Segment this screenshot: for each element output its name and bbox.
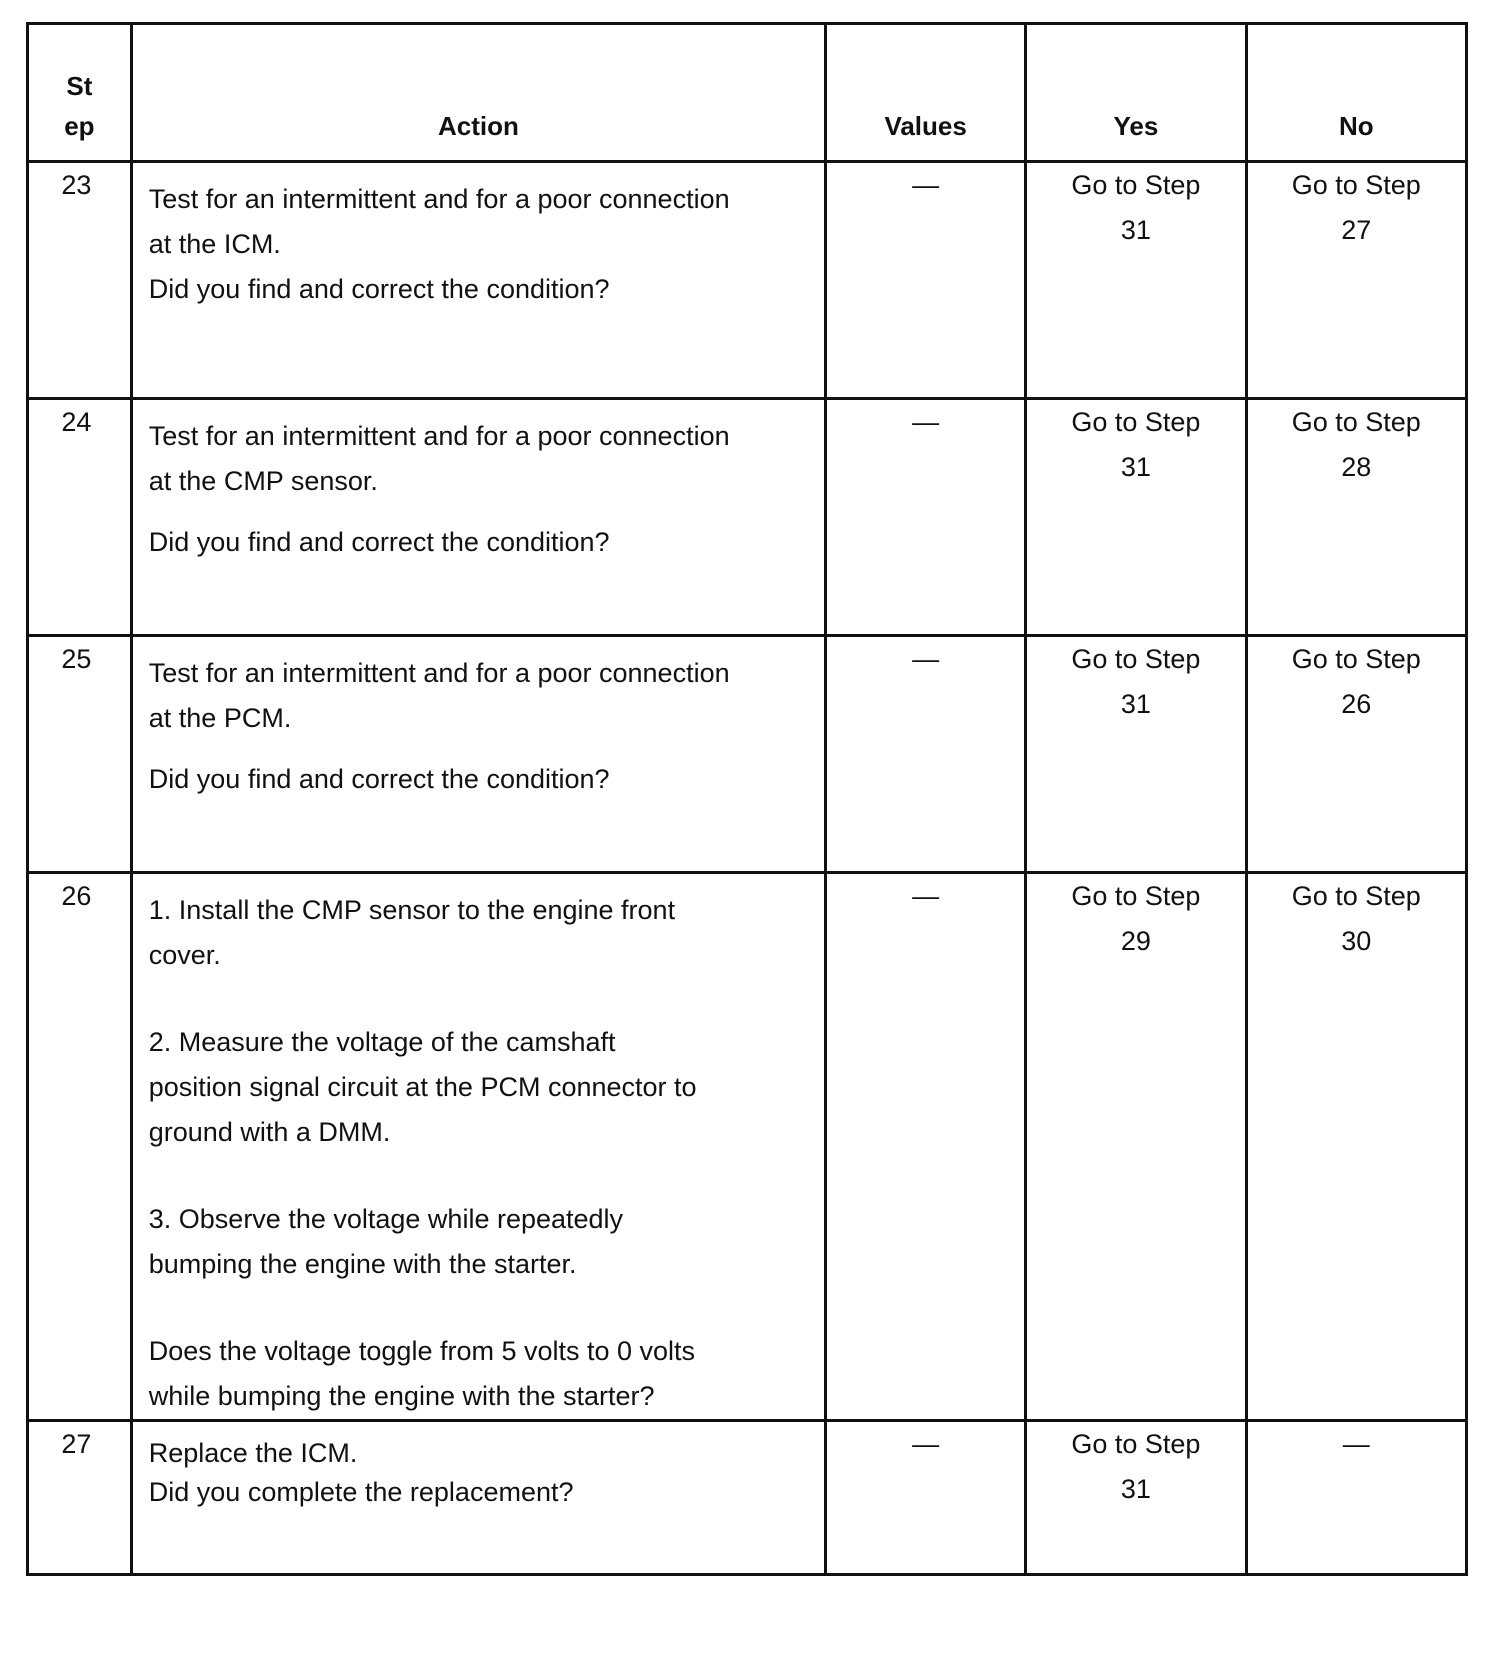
header-step: St ep bbox=[28, 24, 132, 162]
step-number: 24 bbox=[28, 399, 132, 636]
action-text: Test for an intermittent and for a poor connection at the PCM. Did you find and correct the condition? bbox=[131, 636, 825, 873]
table-row bbox=[28, 399, 1467, 636]
step-number: 27 bbox=[28, 1421, 132, 1575]
yes-cell: Go to Step 31 bbox=[1026, 636, 1246, 873]
table-row bbox=[28, 636, 1467, 873]
values-cell: — bbox=[826, 636, 1026, 873]
step-number: 25 bbox=[28, 636, 132, 873]
step-number: 23 bbox=[28, 162, 132, 399]
table-row bbox=[28, 873, 1467, 1421]
no-cell: Go to Step 30 bbox=[1246, 873, 1466, 1421]
values-cell: — bbox=[826, 399, 1026, 636]
yes-cell: Go to Step 31 bbox=[1026, 399, 1246, 636]
no-cell: — bbox=[1246, 1421, 1466, 1575]
no-cell: Go to Step 26 bbox=[1246, 636, 1466, 873]
header-yes: Yes bbox=[1026, 24, 1246, 162]
yes-cell: Go to Step 29 bbox=[1026, 873, 1246, 1421]
step-number: 26 bbox=[28, 873, 132, 1421]
header-values: Values bbox=[826, 24, 1026, 162]
values-cell: — bbox=[826, 162, 1026, 399]
table-row bbox=[28, 162, 1467, 399]
action-text: Replace the ICM. Did you complete the replacement? bbox=[131, 1421, 825, 1575]
no-cell: Go to Step 27 bbox=[1246, 162, 1466, 399]
header-no: No bbox=[1246, 24, 1466, 162]
values-cell: — bbox=[826, 1421, 1026, 1575]
table-row bbox=[28, 1421, 1467, 1575]
action-text: Test for an intermittent and for a poor connection at the ICM. Did you find and correct the condition? bbox=[131, 162, 825, 399]
action-text: Test for an intermittent and for a poor connection at the CMP sensor. Did you find and correct the condition? bbox=[131, 399, 825, 636]
yes-cell: Go to Step 31 bbox=[1026, 162, 1246, 399]
yes-cell: Go to Step 31 bbox=[1026, 1421, 1246, 1575]
diagnostic-table bbox=[26, 22, 1468, 1576]
header-row bbox=[28, 24, 1467, 162]
values-cell: — bbox=[826, 873, 1026, 1421]
action-text: 1. Install the CMP sensor to the engine front cover. 2. Measure the voltage of the camshaft position signal circuit at the PCM connector to ground with a DMM. 3. Observe the voltage while repeatedly bumping the engine with the starter. Does the voltage toggle from 5 volts to 0 volts while bumping the engine with the starter? bbox=[131, 873, 825, 1421]
header-action: Action bbox=[131, 24, 825, 162]
no-cell: Go to Step 28 bbox=[1246, 399, 1466, 636]
